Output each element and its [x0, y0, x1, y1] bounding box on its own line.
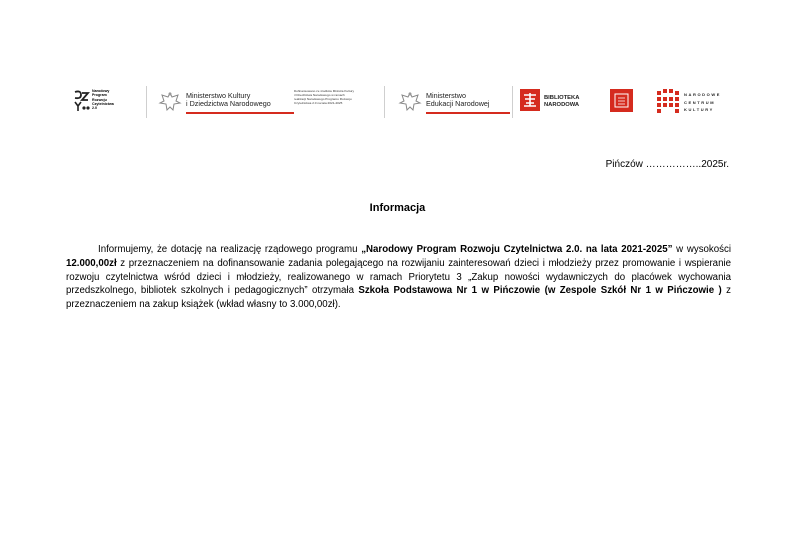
nprcz-line: Rozwoju: [92, 97, 107, 102]
mkidn-logo: [158, 84, 283, 120]
cofinancing-line: Czytelnictwa 2.0 na lata 2021-2025: [294, 101, 343, 105]
men-accent-line: [426, 112, 510, 114]
eagle-emblem-icon: [158, 90, 182, 114]
nck-name-line: CENTRUM: [684, 99, 716, 105]
program-name: „Narodowy Program Rozwoju Czytelnictwa 2.0. na lata 2021-2025”: [361, 244, 673, 255]
nprcz-line: Czytelnictwa: [92, 101, 114, 106]
nck-logo: [657, 84, 737, 120]
document-title: Informacja: [369, 202, 426, 214]
paragraph-text: z przeznaczeniem na dofinansowanie zadania polegającego na rozwijaniu zainteresowań dzieci i młodzieży przez promowanie i wspieranie rozwoju czytelnictwa wśród dzieci i młodzieży, realizowanego w ramach Priorytetu 3 „Zakup nowości wydawniczych do placówek wychowania przedszkolnego, bibliotek szkolnych i pedagogicznych” otrzymała: [66, 257, 731, 297]
men-name-line: Edukacji Narodowej: [426, 99, 490, 109]
nck-name-line: NARODOWE: [684, 92, 722, 97]
school-name: Szkoła Podstawowa Nr 1 w Pińczowie (w Zespole Szkół Nr 1 w Pińczowie ): [358, 285, 722, 297]
cofinancing-line: Dofinansowano ze środków Ministra Kultury: [294, 89, 355, 93]
nck-name-line: KULTURY: [684, 107, 714, 112]
mkidn-name-line: i Dziedzictwa Narodowego: [186, 99, 271, 109]
nprcz-logo: [72, 84, 134, 120]
logo-strip: [72, 84, 732, 120]
information-paragraph: [66, 243, 731, 312]
cofinancing-note: [294, 84, 376, 120]
red-square-logo: [610, 84, 634, 120]
nprcz-emblem-icon: [72, 90, 90, 112]
eagle-emblem-icon: [398, 90, 422, 114]
paragraph-text: w wysokości: [672, 244, 731, 255]
place-date: Pińczów ……………..2025r.: [605, 159, 729, 170]
men-logo: [398, 84, 506, 120]
grant-amount: 12.000,00zł: [66, 257, 117, 269]
logo-divider: [512, 86, 513, 118]
nprcz-line: Program: [92, 93, 107, 98]
institution-emblem-icon: [610, 89, 633, 112]
logo-divider: [384, 86, 385, 118]
paragraph-text: z przeznaczeniem na zakup książek (wkład własny to 3.000,00zł).: [66, 285, 731, 311]
bn-logo: [520, 84, 600, 120]
cofinancing-line: i Dziedzictwa Narodowego w ramach: [294, 93, 345, 97]
cofinancing-line: realizacji Narodowego Programu Rozwoju: [294, 97, 352, 101]
mkidn-name-line: Ministerstwo Kultury: [186, 91, 251, 100]
paragraph-text: Informujemy, że dotację na realizację rządowego programu: [98, 244, 362, 255]
bn-name-line: NARODOWA: [544, 101, 580, 108]
nck-grid-icon: [657, 89, 679, 113]
men-name-line: Ministerstwo: [426, 91, 466, 100]
mkidn-accent-line: [186, 112, 294, 114]
bn-emblem-icon: [520, 89, 540, 111]
logo-divider: [146, 86, 147, 118]
nprcz-line: 2.0: [92, 106, 97, 111]
nprcz-line: Narodowy: [92, 89, 110, 93]
bn-name-line: BIBLIOTEKA: [544, 95, 580, 101]
